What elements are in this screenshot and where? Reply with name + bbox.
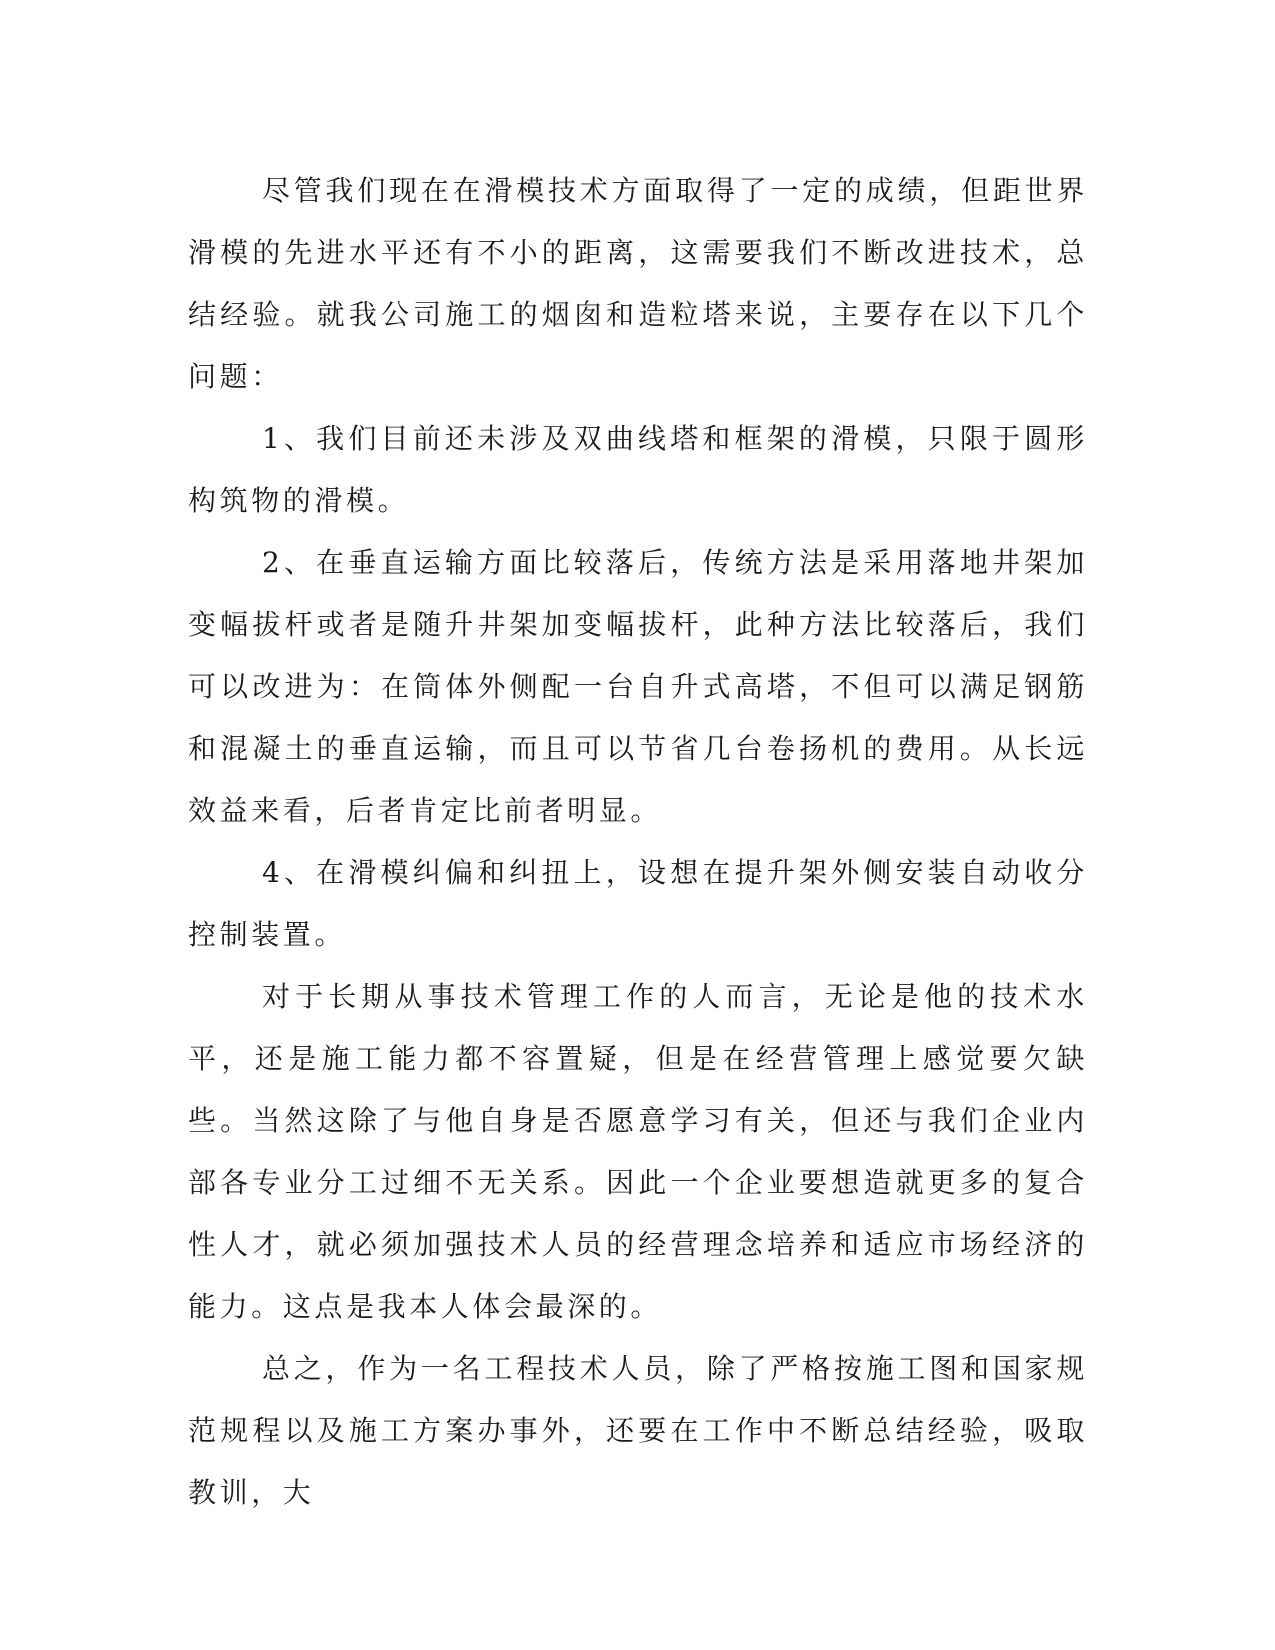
paragraph-conclusion: 总之，作为一名工程技术人员，除了严格按施工图和国家规范规程以及施工方案办事外，还要在工作中不断总结经验，吸取教训，大: [188, 1352, 1088, 1509]
paragraph-item-4: 4、在滑模纠偏和纠扭上，设想在提升架外侧安装自动收分控制装置。: [188, 856, 1088, 951]
paragraph-management: 对于长期从事技术管理工作的人而言，无论是他的技术水平，还是施工能力都不容置疑，但是在经营管理上感觉要欠缺些。当然这除了与他自身是否愿意学习有关，但还与我们企业内部各专业分工过细不无关系。因此一个企业要想造就更多的复合性人才，就必须加强技术人员的经营理念培养和适应市场经济的能力。这点是我本人体会最深的。: [188, 980, 1088, 1323]
document-body: [188, 160, 1088, 1524]
paragraph-item-2: 2、在垂直运输方面比较落后，传统方法是采用落地井架加变幅拔杆或者是随升井架加变幅拔杆，此种方法比较落后，我们可以改进为：在筒体外侧配一台自升式高塔，不但可以满足钢筋和混凝土的垂直运输，而且可以节省几台卷扬机的费用。从长远效益来看，后者肯定比前者明显。: [188, 546, 1088, 827]
paragraph-item-1: 1、我们目前还未涉及双曲线塔和框架的滑模，只限于圆形构筑物的滑模。: [188, 422, 1088, 517]
paragraph-intro: 尽管我们现在在滑模技术方面取得了一定的成绩，但距世界滑模的先进水平还有不小的距离，这需要我们不断改进技术，总结经验。就我公司施工的烟囱和造粒塔来说，主要存在以下几个问题：: [188, 174, 1088, 393]
